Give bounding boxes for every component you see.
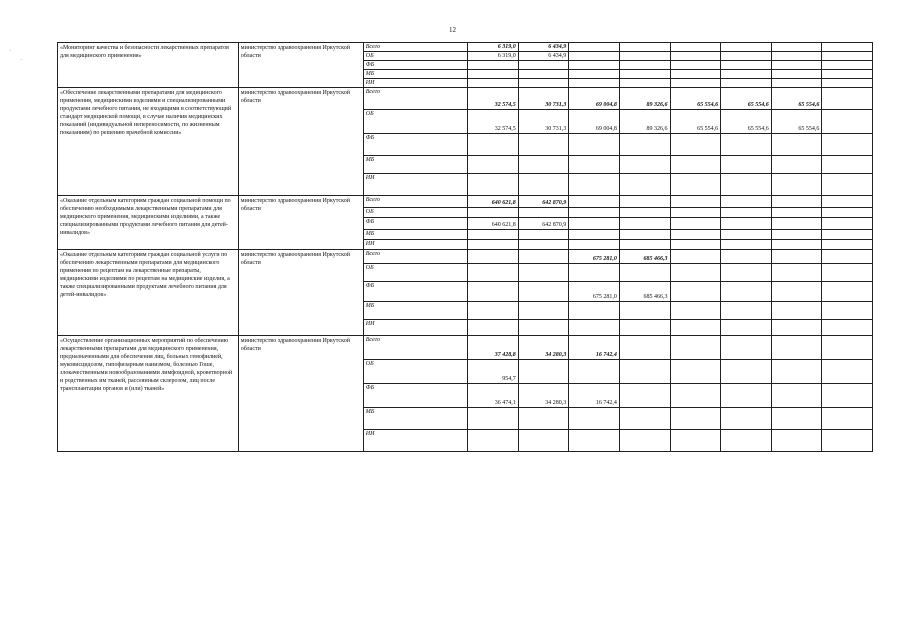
value-cell <box>822 360 873 384</box>
funding-source: ИИ <box>363 430 467 452</box>
budget-table <box>57 42 873 452</box>
value-cell <box>619 264 670 282</box>
value-cell <box>822 264 873 282</box>
value-cell <box>721 208 772 218</box>
value-cell <box>619 196 670 208</box>
funding-source: Всего <box>363 88 467 110</box>
funding-source: ИИ <box>363 174 467 196</box>
value-cell <box>771 43 822 52</box>
value-cell <box>670 134 721 156</box>
value-cell: 89 326,6 <box>619 88 670 110</box>
value-cell <box>569 134 620 156</box>
value-cell: 16 742,4 <box>569 384 620 408</box>
executor-name: министерство здравоохранения Иркутской области <box>238 88 363 196</box>
funding-source: Всего <box>363 336 467 360</box>
value-cell: 30 731,3 <box>518 88 569 110</box>
value-cell <box>468 282 519 302</box>
value-cell <box>771 208 822 218</box>
funding-source: ОБ <box>363 110 467 134</box>
value-cell: 685 466,3 <box>619 250 670 264</box>
value-cell <box>569 408 620 430</box>
value-cell <box>569 174 620 196</box>
value-cell <box>670 196 721 208</box>
value-cell <box>670 302 721 320</box>
value-cell <box>822 61 873 70</box>
value-cell <box>771 336 822 360</box>
page-number: 12 <box>449 26 456 34</box>
value-cell <box>822 79 873 88</box>
value-cell <box>619 156 670 174</box>
value-cell <box>518 208 569 218</box>
value-cell <box>619 218 670 230</box>
value-cell <box>771 384 822 408</box>
value-cell <box>771 70 822 79</box>
value-cell <box>518 174 569 196</box>
value-cell <box>468 250 519 264</box>
value-cell <box>771 61 822 70</box>
funding-source: МБ <box>363 230 467 240</box>
value-cell <box>721 134 772 156</box>
value-cell: 675 281,0 <box>569 250 620 264</box>
value-cell <box>619 43 670 52</box>
value-cell <box>518 282 569 302</box>
value-cell <box>468 320 519 336</box>
value-cell <box>569 264 620 282</box>
value-cell <box>670 360 721 384</box>
value-cell <box>569 240 620 250</box>
value-cell <box>822 250 873 264</box>
funding-source: Всего <box>363 43 467 52</box>
table-row <box>58 196 873 208</box>
value-cell: 30 731,3 <box>518 110 569 134</box>
value-cell <box>721 70 772 79</box>
value-cell: 675 281,0 <box>569 282 620 302</box>
value-cell <box>619 174 670 196</box>
executor-name: министерство здравоохранения Иркутской области <box>238 336 363 452</box>
value-cell <box>468 430 519 452</box>
value-cell <box>569 218 620 230</box>
value-cell <box>721 79 772 88</box>
value-cell: 642 870,9 <box>518 218 569 230</box>
value-cell <box>721 336 772 360</box>
value-cell <box>468 264 519 282</box>
value-cell <box>822 384 873 408</box>
value-cell: 34 280,3 <box>518 336 569 360</box>
value-cell <box>721 196 772 208</box>
value-cell <box>619 430 670 452</box>
value-cell <box>468 134 519 156</box>
value-cell <box>771 430 822 452</box>
value-cell <box>619 79 670 88</box>
value-cell <box>822 208 873 218</box>
value-cell <box>771 134 822 156</box>
value-cell <box>771 230 822 240</box>
value-cell: 65 554,6 <box>771 110 822 134</box>
value-cell <box>518 230 569 240</box>
value-cell: 642 870,9 <box>518 196 569 208</box>
value-cell <box>670 208 721 218</box>
executor-name: министерство здравоохранения Иркутской области <box>238 196 363 250</box>
value-cell <box>670 43 721 52</box>
value-cell <box>468 302 519 320</box>
value-cell <box>670 250 721 264</box>
funding-source: ОБ <box>363 264 467 282</box>
value-cell: 65 554,6 <box>721 88 772 110</box>
value-cell <box>468 208 519 218</box>
value-cell <box>721 156 772 174</box>
scan-mark: ˙ <box>20 58 23 66</box>
program-name: «Осуществление организационных мероприятий по обеспечению лекарственными препаратами для медицинского применения, предназначенными для обеспечения лиц, больных гемофилией, муковисцидозом, гипофизарным нанизмом, болезнью Гоше, злокачественными новообразованиями лимфоидной, кроветворной и родственных им тканей, рассеянным склерозом, лиц после трансплантации органов и (или) тканей» <box>58 336 239 452</box>
funding-source: Всего <box>363 250 467 264</box>
value-cell <box>569 70 620 79</box>
value-cell <box>518 70 569 79</box>
executor-name: министерство здравоохранения Иркутской области <box>238 43 363 88</box>
scan-mark: ˙ <box>9 49 12 57</box>
value-cell <box>670 218 721 230</box>
value-cell <box>771 250 822 264</box>
value-cell <box>518 320 569 336</box>
value-cell <box>670 52 721 61</box>
value-cell <box>822 218 873 230</box>
value-cell <box>822 408 873 430</box>
value-cell <box>721 302 772 320</box>
value-cell <box>721 320 772 336</box>
value-cell <box>518 61 569 70</box>
value-cell <box>822 134 873 156</box>
value-cell <box>670 408 721 430</box>
value-cell <box>569 230 620 240</box>
value-cell <box>771 282 822 302</box>
value-cell <box>822 174 873 196</box>
value-cell <box>670 264 721 282</box>
value-cell: 36 474,1 <box>468 384 519 408</box>
value-cell: 65 554,6 <box>771 88 822 110</box>
value-cell <box>619 134 670 156</box>
value-cell <box>518 264 569 282</box>
value-cell <box>468 408 519 430</box>
value-cell <box>721 408 772 430</box>
value-cell <box>518 134 569 156</box>
program-name: «Мониторинг качества и безопасности лекарственных препаратов для медицинского применения» <box>58 43 239 88</box>
value-cell <box>619 302 670 320</box>
value-cell <box>518 408 569 430</box>
value-cell <box>518 156 569 174</box>
value-cell <box>670 336 721 360</box>
value-cell <box>822 336 873 360</box>
program-name: «Обеспечение лекарственными препаратами для медицинского применения, медицинскими изделиями и специализированными продуктами лечебного питания, не входящими в соответствующий стандарт медицинской помощи, в случае наличия медицинских показаний (индивидуальной непереносимости, по жизненным показаниям) по решению врачебной комиссии» <box>58 88 239 196</box>
value-cell <box>619 61 670 70</box>
funding-source: ФБ <box>363 61 467 70</box>
value-cell <box>822 302 873 320</box>
value-cell <box>518 360 569 384</box>
value-cell <box>468 174 519 196</box>
value-cell <box>569 208 620 218</box>
value-cell: 65 554,6 <box>670 110 721 134</box>
value-cell <box>569 43 620 52</box>
value-cell <box>822 282 873 302</box>
program-name: «Оказание отдельным категориям граждан социальной услуги по обеспечению лекарственными препаратами для медицинского применения по рецептам на лекарственные препараты, медицинскими изделиями по рецептам на медицинские изделия, а также специализированными продуктами лечебного питания для детей-инвалидов» <box>58 250 239 336</box>
value-cell <box>721 264 772 282</box>
funding-source: ИИ <box>363 79 467 88</box>
value-cell <box>619 336 670 360</box>
value-cell <box>569 156 620 174</box>
value-cell <box>670 240 721 250</box>
table-row <box>58 88 873 110</box>
value-cell: 37 428,8 <box>468 336 519 360</box>
value-cell: 954,7 <box>468 360 519 384</box>
value-cell <box>721 250 772 264</box>
value-cell: 6 319,0 <box>468 52 519 61</box>
value-cell <box>569 79 620 88</box>
value-cell <box>619 230 670 240</box>
value-cell <box>771 240 822 250</box>
value-cell <box>771 408 822 430</box>
value-cell <box>468 70 519 79</box>
value-cell <box>822 88 873 110</box>
funding-source: ИИ <box>363 320 467 336</box>
value-cell <box>721 430 772 452</box>
value-cell: 32 574,5 <box>468 110 519 134</box>
value-cell <box>670 70 721 79</box>
program-name: «Оказание отдельным категориям граждан социальной помощи по обеспечению необходимыми лекарственными препаратами для медицинского применения, медицинскими изделиями, а также специализированными продуктами лечебного питания для детей-инвалидов» <box>58 196 239 250</box>
value-cell <box>721 240 772 250</box>
value-cell <box>619 208 670 218</box>
value-cell <box>721 174 772 196</box>
value-cell <box>822 52 873 61</box>
value-cell <box>468 79 519 88</box>
funding-source: Всего <box>363 196 467 208</box>
value-cell: 69 004,8 <box>569 110 620 134</box>
value-cell <box>721 282 772 302</box>
value-cell <box>569 196 620 208</box>
funding-source: ОБ <box>363 52 467 61</box>
value-cell <box>670 79 721 88</box>
value-cell <box>822 110 873 134</box>
value-cell <box>721 52 772 61</box>
value-cell <box>518 430 569 452</box>
funding-source: ФБ <box>363 384 467 408</box>
value-cell: 6 434,9 <box>518 43 569 52</box>
value-cell <box>670 384 721 408</box>
value-cell <box>468 230 519 240</box>
funding-source: ОБ <box>363 360 467 384</box>
value-cell: 65 554,6 <box>721 110 772 134</box>
value-cell <box>721 230 772 240</box>
value-cell <box>468 61 519 70</box>
value-cell: 65 554,6 <box>670 88 721 110</box>
value-cell: 34 280,3 <box>518 384 569 408</box>
value-cell <box>518 250 569 264</box>
value-cell <box>721 43 772 52</box>
value-cell <box>569 302 620 320</box>
value-cell <box>721 61 772 70</box>
value-cell <box>569 360 620 384</box>
value-cell <box>721 218 772 230</box>
funding-source: ФБ <box>363 282 467 302</box>
value-cell <box>822 430 873 452</box>
value-cell <box>518 79 569 88</box>
value-cell <box>670 430 721 452</box>
value-cell <box>670 282 721 302</box>
table-row <box>58 336 873 360</box>
value-cell <box>569 320 620 336</box>
value-cell <box>619 408 670 430</box>
funding-source: МБ <box>363 70 467 79</box>
value-cell <box>569 52 620 61</box>
value-cell: 6 319,0 <box>468 43 519 52</box>
value-cell <box>619 384 670 408</box>
value-cell <box>619 52 670 61</box>
value-cell: 69 004,8 <box>569 88 620 110</box>
value-cell <box>569 61 620 70</box>
value-cell <box>670 230 721 240</box>
value-cell <box>569 430 620 452</box>
value-cell: 640 621,8 <box>468 218 519 230</box>
funding-source: ФБ <box>363 218 467 230</box>
value-cell <box>822 70 873 79</box>
value-cell: 6 434,9 <box>518 52 569 61</box>
funding-source: ИИ <box>363 240 467 250</box>
value-cell <box>670 174 721 196</box>
value-cell <box>518 240 569 250</box>
value-cell <box>468 240 519 250</box>
value-cell <box>771 264 822 282</box>
funding-source: ОБ <box>363 208 467 218</box>
value-cell <box>468 156 519 174</box>
value-cell <box>771 156 822 174</box>
value-cell <box>822 156 873 174</box>
value-cell <box>670 320 721 336</box>
value-cell <box>822 230 873 240</box>
value-cell <box>771 320 822 336</box>
value-cell <box>619 70 670 79</box>
value-cell: 685 466,3 <box>619 282 670 302</box>
value-cell: 32 574,5 <box>468 88 519 110</box>
value-cell: 89 326,6 <box>619 110 670 134</box>
value-cell <box>771 174 822 196</box>
table-row <box>58 250 873 264</box>
value-cell <box>721 384 772 408</box>
value-cell: 16 742,4 <box>569 336 620 360</box>
executor-name: министерство здравоохранения Иркутской области <box>238 250 363 336</box>
value-cell <box>771 196 822 208</box>
value-cell <box>822 196 873 208</box>
table-row <box>58 43 873 52</box>
value-cell <box>670 61 721 70</box>
funding-source: МБ <box>363 408 467 430</box>
value-cell <box>822 240 873 250</box>
value-cell <box>518 302 569 320</box>
value-cell: 640 621,8 <box>468 196 519 208</box>
value-cell <box>822 43 873 52</box>
value-cell <box>721 360 772 384</box>
funding-source: МБ <box>363 302 467 320</box>
value-cell <box>619 320 670 336</box>
value-cell <box>771 302 822 320</box>
value-cell <box>771 79 822 88</box>
funding-source: МБ <box>363 156 467 174</box>
funding-source: ФБ <box>363 134 467 156</box>
value-cell <box>619 240 670 250</box>
value-cell <box>771 218 822 230</box>
value-cell <box>619 360 670 384</box>
value-cell <box>822 320 873 336</box>
value-cell <box>771 52 822 61</box>
value-cell <box>670 156 721 174</box>
value-cell <box>771 360 822 384</box>
